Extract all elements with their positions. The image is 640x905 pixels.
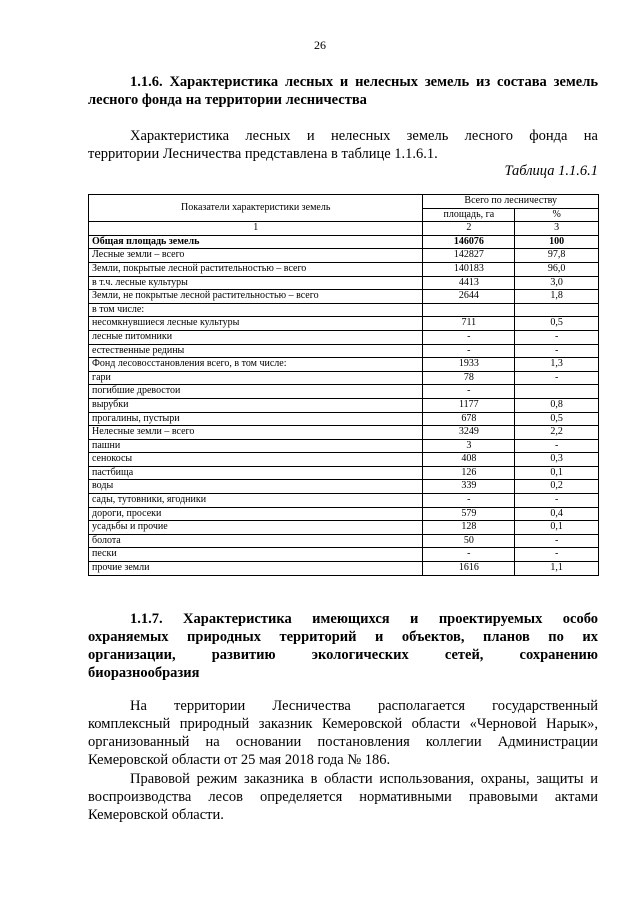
- row-label: погибшие древостои: [89, 385, 423, 399]
- row-percent: 0,1: [515, 466, 599, 480]
- table-row: [89, 494, 599, 508]
- row-label: болота: [89, 534, 423, 548]
- page-number: 26: [314, 38, 326, 52]
- row-area: 128: [423, 521, 515, 535]
- table-row: [89, 534, 599, 548]
- row-percent: -: [515, 439, 599, 453]
- row-percent: -: [515, 344, 599, 358]
- table-row: [89, 303, 599, 317]
- paragraph-line: Характеристика лесных и нелесных земель лесного фонда на: [130, 128, 598, 144]
- row-percent: -: [515, 494, 599, 508]
- row-area: 78: [423, 371, 515, 385]
- section-heading-1-1-7: [88, 610, 598, 682]
- row-label: прогалины, пустыри: [89, 412, 423, 426]
- row-percent: 2,2: [515, 426, 599, 440]
- row-area: -: [423, 344, 515, 358]
- header-area: площадь, га: [423, 208, 515, 222]
- row-label: воды: [89, 480, 423, 494]
- table-row: [89, 466, 599, 480]
- heading-line: организации, развитию экологических сетей, сохранению: [88, 647, 598, 663]
- row-label: пашни: [89, 439, 423, 453]
- row-label: пастбища: [89, 466, 423, 480]
- row-label: вырубки: [89, 398, 423, 412]
- row-area: 339: [423, 480, 515, 494]
- table-caption: Таблица 1.1.6.1: [504, 163, 598, 179]
- paragraph-line: На территории Лесничества располагается государственный: [130, 698, 598, 714]
- row-label: в том числе:: [89, 303, 423, 317]
- row-percent: [515, 303, 599, 317]
- table-row: [89, 249, 599, 263]
- row-percent: 0,2: [515, 480, 599, 494]
- paragraph-line: Кемеровской области.: [88, 807, 224, 823]
- row-area: 126: [423, 466, 515, 480]
- row-label: Общая площадь земель: [89, 235, 423, 249]
- row-area: 711: [423, 317, 515, 331]
- table-row: [89, 358, 599, 372]
- table-row: [89, 385, 599, 399]
- table-row: [89, 330, 599, 344]
- heading-line: биоразнообразия: [88, 665, 200, 681]
- intro-paragraph: [88, 127, 598, 163]
- row-percent: 96,0: [515, 262, 599, 276]
- heading-line: охраняемых природных территорий и объектов, планов по их: [88, 629, 598, 645]
- table-row: [89, 290, 599, 304]
- row-area: 579: [423, 507, 515, 521]
- row-percent: 0,5: [515, 317, 599, 331]
- row-area: 1177: [423, 398, 515, 412]
- heading-line: 1.1.6. Характеристика лесных и нелесных земель из состава земель: [130, 74, 598, 90]
- table-row: [89, 262, 599, 276]
- row-area: -: [423, 494, 515, 508]
- header-total: Всего по лесничеству: [423, 195, 599, 209]
- heading-line: 1.1.7. Характеристика имеющихся и проектируемых особо: [130, 611, 598, 627]
- table-row: [89, 371, 599, 385]
- table-row: [89, 317, 599, 331]
- reserve-paragraph: [88, 697, 598, 769]
- paragraph-line: воспроизводства лесов определяется нормативными правовыми актами: [88, 789, 598, 805]
- row-label: прочие земли: [89, 562, 423, 576]
- row-percent: 100: [515, 235, 599, 249]
- table-row: [89, 398, 599, 412]
- row-label: усадьбы и прочие: [89, 521, 423, 535]
- row-percent: 0,8: [515, 398, 599, 412]
- row-area: 678: [423, 412, 515, 426]
- paragraph-line: Правовой режим заказника в области использования, охраны, защиты и: [130, 771, 598, 787]
- row-area: 2644: [423, 290, 515, 304]
- row-percent: 1,3: [515, 358, 599, 372]
- row-percent: 1,1: [515, 562, 599, 576]
- row-label: в т.ч. лесные культуры: [89, 276, 423, 290]
- row-area: 50: [423, 534, 515, 548]
- row-area: 4413: [423, 276, 515, 290]
- row-area: 146076: [423, 235, 515, 249]
- land-characteristics-table: [88, 194, 599, 576]
- row-area: 408: [423, 453, 515, 467]
- row-label: естественные редины: [89, 344, 423, 358]
- table-row: [89, 276, 599, 290]
- row-area: 140183: [423, 262, 515, 276]
- table-row: [89, 453, 599, 467]
- column-number: 2: [423, 222, 515, 236]
- header-percent: %: [515, 208, 599, 222]
- row-area: 1933: [423, 358, 515, 372]
- column-number: 3: [515, 222, 599, 236]
- row-percent: -: [515, 371, 599, 385]
- row-percent: 0,4: [515, 507, 599, 521]
- row-label: лесные питомники: [89, 330, 423, 344]
- row-label: Фонд лесовосстановления всего, в том числе:: [89, 358, 423, 372]
- row-percent: 0,5: [515, 412, 599, 426]
- paragraph-line: комплексный природный заказник Кемеровской области «Черновой Нарык»,: [88, 716, 598, 732]
- row-area: -: [423, 330, 515, 344]
- row-percent: -: [515, 330, 599, 344]
- heading-line: лесного фонда на территории лесничества: [88, 92, 367, 108]
- row-label: пески: [89, 548, 423, 562]
- table-row: [89, 548, 599, 562]
- section-heading-1-1-6: [88, 73, 598, 109]
- row-percent: -: [515, 548, 599, 562]
- row-percent: 3,0: [515, 276, 599, 290]
- row-label: дороги, просеки: [89, 507, 423, 521]
- row-percent: 1,8: [515, 290, 599, 304]
- row-label: гари: [89, 371, 423, 385]
- table-row: [89, 521, 599, 535]
- row-percent: 97,8: [515, 249, 599, 263]
- row-label: Лесные земли – всего: [89, 249, 423, 263]
- row-area: 1616: [423, 562, 515, 576]
- row-area: 142827: [423, 249, 515, 263]
- row-area: -: [423, 385, 515, 399]
- row-label: несомкнувшиеся лесные культуры: [89, 317, 423, 331]
- row-percent: [515, 385, 599, 399]
- row-label: Земли, не покрытые лесной растительностью – всего: [89, 290, 423, 304]
- row-label: сады, тутовники, ягодники: [89, 494, 423, 508]
- row-area: 3249: [423, 426, 515, 440]
- table-row: [89, 412, 599, 426]
- row-percent: 0,1: [515, 521, 599, 535]
- row-area: [423, 303, 515, 317]
- row-label: Земли, покрытые лесной растительностью – всего: [89, 262, 423, 276]
- table-row: [89, 426, 599, 440]
- row-percent: -: [515, 534, 599, 548]
- header-indicator: Показатели характеристики земель: [89, 195, 423, 222]
- row-area: 3: [423, 439, 515, 453]
- row-label: сенокосы: [89, 453, 423, 467]
- legal-regime-paragraph: [88, 770, 598, 824]
- column-number: 1: [89, 222, 423, 236]
- table-row: [89, 235, 599, 249]
- table-row: [89, 507, 599, 521]
- paragraph-line: организованный на основании постановления коллегии Администрации: [88, 734, 598, 750]
- table-row: [89, 480, 599, 494]
- row-percent: 0,3: [515, 453, 599, 467]
- row-area: -: [423, 548, 515, 562]
- table-row: [89, 344, 599, 358]
- table-row: [89, 562, 599, 576]
- table-row: [89, 439, 599, 453]
- paragraph-line: Кемеровской области от 25 мая 2018 года № 186.: [88, 752, 391, 768]
- row-label: Нелесные земли – всего: [89, 426, 423, 440]
- paragraph-line: территории Лесничества представлена в таблице 1.1.6.1.: [88, 146, 438, 162]
